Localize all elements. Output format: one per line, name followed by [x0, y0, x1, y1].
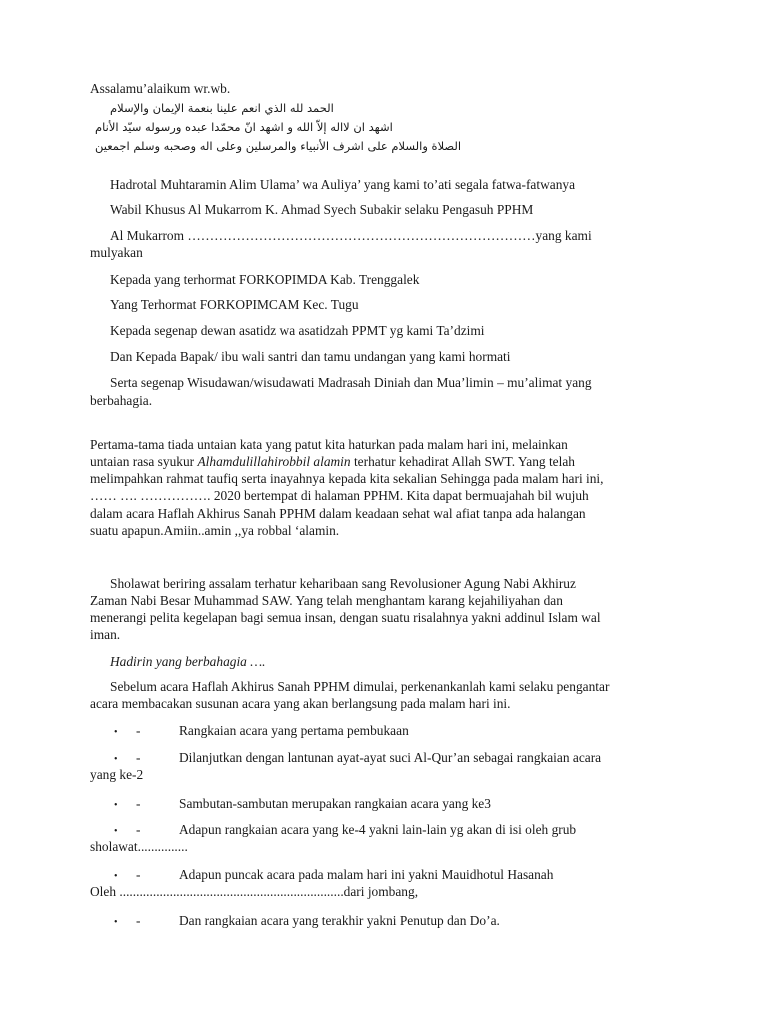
paragraph-line: …… …. ……………. 2020 bertempat di halaman PPHM. Kita dapat bermuajahah bil wujuh [90, 488, 589, 503]
hadirin-heading: Hadirin yang berbahagia …. [110, 654, 266, 669]
paragraph-text: untaian rasa syukur [90, 454, 198, 469]
paragraph-line: menerangi pelita kegelapan bagi semua insan, dengan suatu risalahnya yakni addinul Islam wal [90, 610, 601, 625]
bullet-icon: • [114, 727, 118, 738]
salutation-line: Serta segenap Wisudawan/wisudawati Madrasah Diniah dan Mua’limin – mu’alimat yang [110, 375, 592, 390]
list-item-text: Adapun puncak acara pada malam hari ini yakni Mauidhotul Hasanah [179, 867, 554, 882]
paragraph-line: Pertama-tama tiada untaian kata yang patut kita haturkan pada malam hari ini, melainkan [90, 437, 568, 452]
paragraph-line: Zaman Nabi Besar Muhammad SAW. Yang telah menghantam karang kejahiliyahan dan [90, 593, 563, 608]
bullet-icon: • [114, 917, 118, 928]
list-item-continuation: Oleh ...................................................................dari jombang, [90, 884, 419, 899]
list-item-text: Rangkaian acara yang pertama pembukaan [179, 723, 409, 738]
dash-marker: - [136, 796, 141, 811]
paragraph-line: iman. [90, 627, 121, 642]
greeting: Assalamu’alaikum wr.wb. [90, 81, 231, 96]
paragraph-line: Sebelum acara Haflah Akhirus Sanah PPHM dimulai, perkenankanlah kami selaku pengantar [110, 679, 610, 694]
paragraph-line: acara membacakan susunan acara yang akan berlangsung pada malam hari ini. [90, 696, 511, 711]
paragraph-line: suatu apapun.Amiin..amin ,,ya robbal ‘alamin. [90, 523, 340, 538]
paragraph-italic-text: Alhamdulillahirobbil alamin [197, 454, 351, 469]
salutation-line: Kepada segenap dewan asatidz wa asatidzah PPMT yg kami Ta’dzimi [110, 323, 485, 338]
salutation-line: Al Mukarrom ……………………………………………………………………yang kami [110, 228, 592, 243]
bullet-icon: • [114, 800, 118, 811]
salutation-line: Kepada yang terhormat FORKOPIMDA Kab. Trenggalek [110, 272, 420, 287]
arabic-sholawat: الصلاة والسلام على اشرف الأنبياء والمرسلين وعلى اله وصحبه وسلم اجمعين [95, 139, 462, 153]
paragraph-line: dalam acara Haflah Akhirus Sanah PPHM dalam keadaan sehat wal afiat tanpa ada halangan [90, 506, 586, 521]
list-item-continuation: yang ke-2 [90, 767, 144, 782]
paragraph-text: terhatur kehadirat Allah SWT. Yang telah [350, 454, 575, 469]
dash-marker: - [136, 750, 141, 765]
list-item-text: Dilanjutkan dengan lantunan ayat-ayat suci Al-Qur’an sebagai rangkaian acara [179, 750, 602, 765]
salutation-line: Yang Terhormat FORKOPIMCAM Kec. Tugu [110, 297, 359, 312]
salutation-line: Hadrotal Muhtaramin Alim Ulama’ wa Auliya’ yang kami to’ati segala fatwa-fatwanya [110, 177, 576, 192]
dash-marker: - [136, 822, 141, 837]
bullet-icon: • [114, 826, 118, 837]
paragraph-line: melimpahkan rahmat taufiq serta inayahnya kepada kita sekalian Sehingga pada malam hari ini, [90, 471, 604, 486]
dash-marker: - [136, 867, 141, 882]
salutation-line: Wabil Khusus Al Mukarrom K. Ahmad Syech Subakir selaku Pengasuh PPHM [110, 202, 534, 217]
paragraph-line [90, 453, 575, 470]
dash-marker: - [136, 723, 141, 738]
salutation-line: mulyakan [90, 245, 143, 260]
arabic-syahadat: اشهد ان لااله إلاّ الله و اشهد انّ محمّدا عبده ورسوله سيّد الأنام [95, 120, 393, 134]
list-item-text: Sambutan-sambutan merupakan rangkaian acara yang ke3 [179, 796, 491, 811]
bullet-icon: • [114, 871, 118, 882]
dash-marker: - [136, 913, 141, 928]
bullet-icon: • [114, 754, 118, 765]
list-item-text: Adapun rangkaian acara yang ke-4 yakni lain-lain yg akan di isi oleh grub [179, 822, 577, 837]
arabic-hamdalah: الحمد لله الذي انعم علينا بنعمة الإيمان والإسلام [110, 101, 334, 115]
paragraph-line: Sholawat beriring assalam terhatur keharibaan sang Revolusioner Agung Nabi Akhiruz [110, 576, 576, 591]
salutation-line: Dan Kepada Bapak/ ibu wali santri dan tamu undangan yang kami hormati [110, 349, 511, 364]
salutation-line: berbahagia. [90, 393, 153, 408]
list-item-text: Dan rangkaian acara yang terakhir yakni Penutup dan Do’a. [179, 913, 500, 928]
list-item-continuation: sholawat............... [90, 839, 188, 854]
